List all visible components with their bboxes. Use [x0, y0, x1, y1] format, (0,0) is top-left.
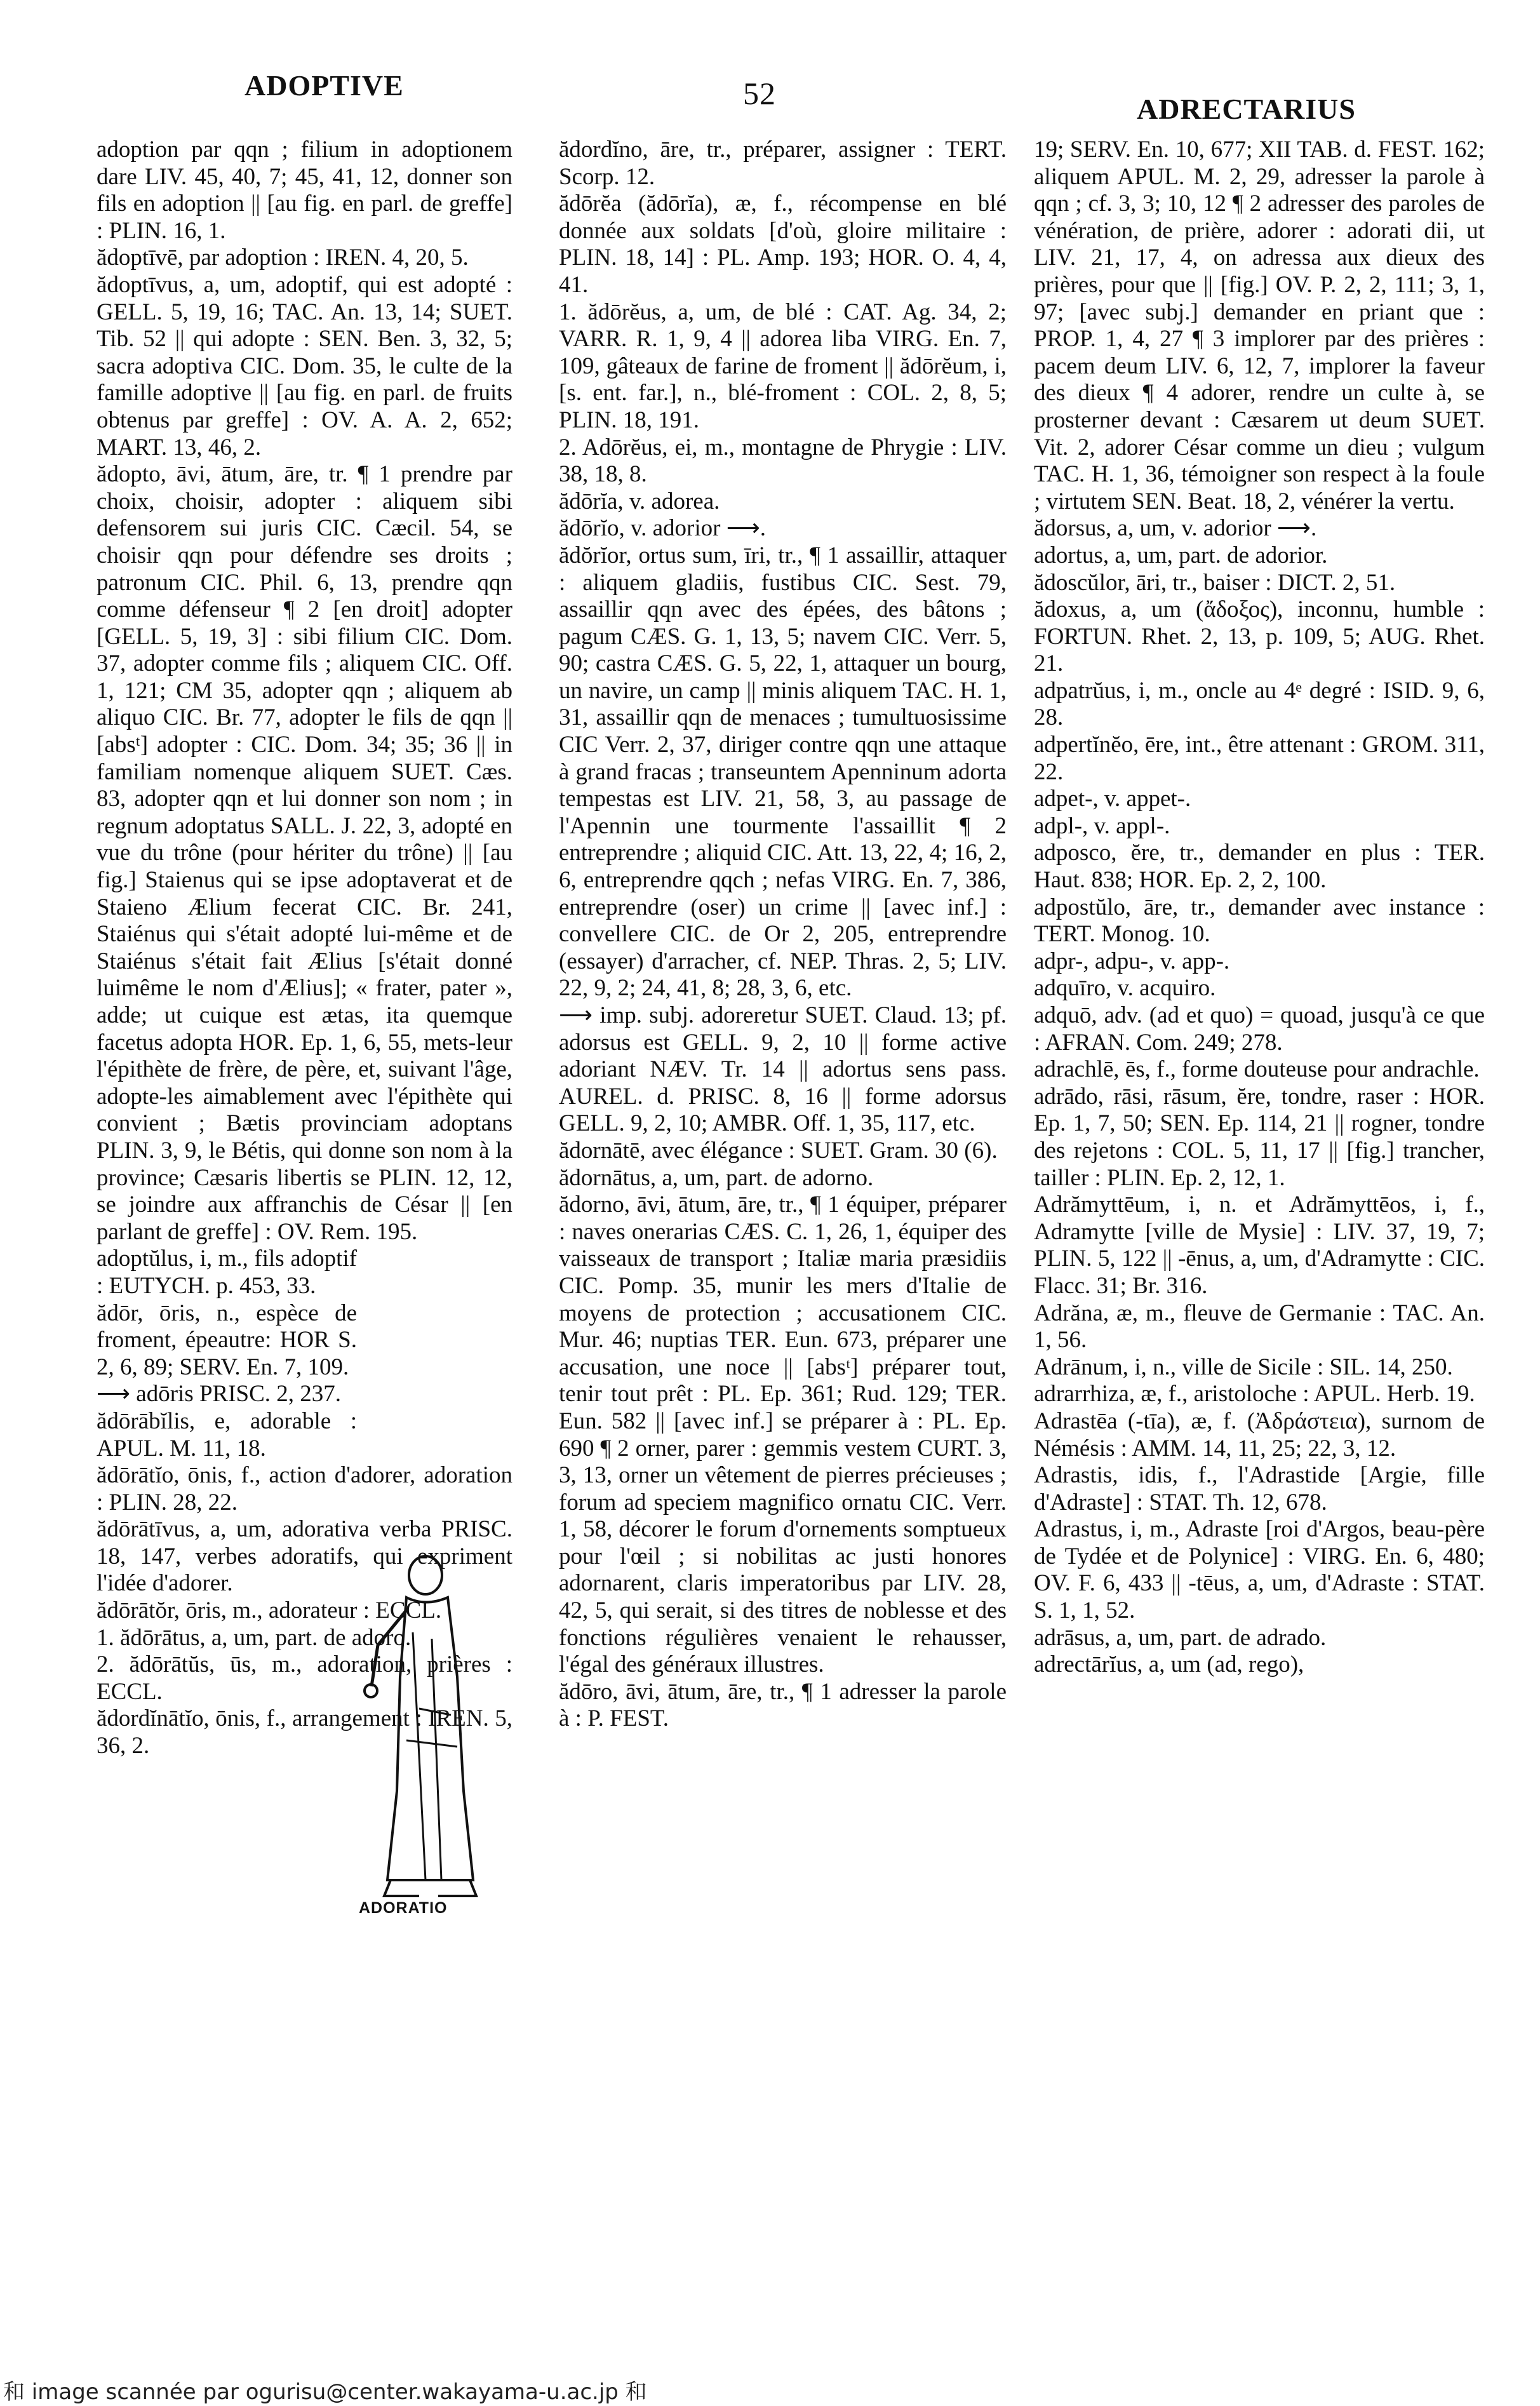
column-2 [559, 137, 1013, 2322]
dictionary-entry: ădoscŭlor, āri, tr., baiser : DICT. 2, 51. [1034, 569, 1396, 596]
dictionary-entry: adrectārĭus, a, um (ad, rego), [1034, 1651, 1304, 1678]
dictionary-entry: adposco, ĕre, tr., demander en plus : TER. Haut. 838; HOR. Ep. 2, 2, 100. [1034, 840, 1491, 894]
running-head-right: ADRECTARIUS [1137, 93, 1356, 125]
dictionary-entry: Adrastus, i, m., Adraste [roi d'Argos, beau-père de Tydée et de Polynice] : VIRG. En. 6, 480; OV. F. 6, 433 || -tēus, a, um, d'Adraste : STAT. S. 1, 1, 52. [1034, 1516, 1491, 1624]
dictionary-entry: ădornātus, a, um, part. de adorno. [559, 1164, 874, 1191]
dictionary-entry: adrāsus, a, um, part. de adrado. [1034, 1624, 1327, 1651]
dictionary-entry: Adrastis, idis, f., l'Adrastide [Argie, fille d'Adraste] : STAT. Th. 12, 678. [1034, 1462, 1491, 1516]
dictionary-entry: Adrămyttēum, i, n. et Adrămyttēos, i, f., Adramytte [ville de Mysie] : LIV. 37, 19, 7; PLIN. 5, 122 || -ēnus, a, um, d'Adramytte : CIC. Flacc. 31; Br. 316. [1034, 1192, 1491, 1299]
page-number: 52 [743, 76, 776, 111]
dictionary-entry: ădōrĕa (ădōrĭa), æ, f., récompense en blé donnée aux soldats [d'où, gloire militaire : PLIN. 18, 14] : PL. Amp. 193; HOR. O. 4, 4, 41. [559, 191, 1013, 298]
dictionary-entry: adpr-, adpu-, v. app-. [1034, 948, 1230, 974]
illustration-caption: ADORATIO [359, 1899, 448, 1917]
dictionary-entry: ădornātē, avec élégance : SUET. Gram. 30 (6). [559, 1137, 998, 1164]
dictionary-entry: 19; SERV. En. 10, 677; XII TAB. d. FEST. 162; aliquem APUL. M. 2, 29, adresser la parole à qqn ; cf. 3, 3; 10, 12 ¶ 2 adresser des paroles de vénération, de prière, adorer : adorati dii, ut LIV. 21, 17, 4, on adressa aux dieux des prières, pour que || [fig.] OV. P. 2, 2, 111; 3, 1, 97; [avec subj.] demander en priant que : PROP. 1, 4, 27 ¶ 3 implorer par des prières : pacem deum LIV. 6, 12, 7, implorer la faveur des dieux ¶ 4 adorer, rendre un culte à, se prosterner devant : Cæsarem ut deum SUET. Vit. 2, adorer César comme un dieu ; vulgum TAC. H. 1, 36, témoigner son respect à la foule ; virtutem SEN. Beat. 18, 2, vénérer la vertu. [1034, 137, 1491, 514]
dictionary-entry: adoptŭlus, i, m., fils adoptif : EUTYCH. p. 453, 33. [97, 1246, 363, 1299]
dictionary-entry: ădordĭno, āre, tr., préparer, assigner : TERT. Scorp. 12. [559, 137, 1013, 190]
dictionary-entry: ădōrātĭo, ōnis, f., action d'adorer, adoration : PLIN. 28, 22. [97, 1462, 519, 1516]
adoratio-figure-icon [362, 1550, 495, 1937]
dictionary-entry: ădōro, āvi, ātum, āre, tr., ¶ 1 adresser la parole à : P. FEST. [559, 1678, 1013, 1732]
dictionary-entry: adoption par qqn ; filium in adoptionem dare LIV. 45, 40, 7; 45, 41, 12, donner son fils en adoption || [au fig. en parl. de greffe] : PLIN. 16, 1. [97, 137, 519, 244]
dictionary-entry: ădoptīvē, par adoption : IREN. 4, 20, 5. [97, 245, 469, 271]
dictionary-entry: adrādo, rāsi, rāsum, ĕre, tondre, raser : HOR. Ep. 1, 7, 50; SEN. Ep. 114, 21 || rogner, tondre des rejetons : COL. 5, 11, 17 || [fig.] trancher, tailler : PLIN. Ep. 2, 12, 1. [1034, 1083, 1491, 1191]
dictionary-entry: adquīro, v. acquiro. [1034, 975, 1216, 1002]
dictionary-entry: ⟶ imp. subj. adoreretur SUET. Claud. 13; pf. adorsus est GELL. 9, 2, 10 || forme active adoriant NÆV. Tr. 14 || adortus sens pass. AUREL. d. PRISC. 8, 16 || forme adorsus GELL. 9, 2, 10; AMBR. Off. 1, 35, 117, etc. [559, 1002, 1013, 1137]
scan-credit-footer: 和 image scannée par ogurisu@center.wakayama-u.ac.jp 和 [3, 2379, 647, 2405]
dictionary-entry: ădoxus, a, um (ἄδοξος), inconnu, humble : FORTUN. Rhet. 2, 13, p. 109, 5; AUG. Rhet. 21. [1034, 596, 1491, 677]
dictionary-entry: adortus, a, um, part. de adorior. [1034, 542, 1328, 568]
dictionary-entry: ădōrĭa, v. adorea. [559, 488, 720, 514]
column-1 [97, 137, 519, 2322]
dictionary-entry: 1. ădōrĕus, a, um, de blé : CAT. Ag. 34, 2; VARR. R. 1, 9, 4 || adorea liba VIRG. En. 7, 109, gâteaux de farine de froment || ădōrĕum, i, [s. ent. far.], n., blé-froment : COL. 2, 8, 5; PLIN. 18, 191. [559, 299, 1013, 433]
dictionary-entry: adpostŭlo, āre, tr., demander avec instance : TERT. Monog. 10. [1034, 894, 1490, 948]
dictionary-entry: ădōr, ōris, n., espèce de froment, épeautre: HOR S. 2, 6, 89; SERV. En. 7, 109. [97, 1300, 363, 1380]
dictionary-entry: 1. ădōrātus, a, um, part. de adoro. [97, 1624, 412, 1651]
running-head-left: ADOPTIVE [244, 69, 404, 102]
dictionary-entry: ⟶ adōris PRISC. 2, 237. [97, 1381, 342, 1408]
dictionary-entry: ădoptīvus, a, um, adoptif, qui est adopté : GELL. 5, 19, 16; TAC. An. 13, 14; SUET. Tib. 52 || qui adopte : SEN. Ben. 3, 32, 5; sacra adoptiva CIC. Dom. 35, le culte de la famille adoptive || [au fig. en parl. de fruits obtenus par greffe] : OV. A. A. 2, 652; MART. 13, 46, 2. [97, 271, 519, 460]
dictionary-entry: 2. ădōrātŭs, ūs, m., adoration, prières : ECCL. [97, 1651, 519, 1705]
dictionary-entry: Adrastēa (-tīa), æ, f. (Ἀδράστεια), surnom de Némésis : AMM. 14, 11, 25; 22, 3, 12. [1034, 1408, 1491, 1462]
dictionary-entry: adquō, adv. (ad et quo) = quoad, jusqu'à ce que : AFRAN. Com. 249; 278. [1034, 1002, 1491, 1056]
dictionary-entry: adrarrhiza, æ, f., aristoloche : APUL. Herb. 19. [1034, 1381, 1475, 1408]
dictionary-entry: adrachlē, ēs, f., forme douteuse pour andrachle. [1034, 1056, 1480, 1083]
dictionary-entry: ădōrābĭlis, e, adorable : APUL. M. 11, 18. [97, 1408, 362, 1462]
dictionary-entry: adpl-, v. appl-. [1034, 812, 1170, 839]
dictionary-entry: ădorno, āvi, ātum, āre, tr., ¶ 1 équiper, préparer : naves onerarias CÆS. C. 1, 26, 1, équiper des vaisseaux de transport ; Italiæ maria præsidiis CIC. Pomp. 35, munir les mers d'Italie de moyens de protection ; accusationem CIC. Mur. 46; nuptias TER. Eun. 673, préparer une accusation, une noce || [absᵗ] préparer tout, tenir tout prêt : PL. Ep. 361; Rud. 129; TER. Eun. 582 || [avec inf.] se préparer à : PL. Ep. 690 ¶ 2 orner, parer : gemmis vestem CURT. 3, 3, 13, orner un vêtement de pierres précieuses ; forum ad speciem magnifico ornatu CIC. Verr. 1, 58, décorer le forum d'ornements somptueux pour l'œil ; si nobilitas ac justi honores adornarent, claris imperatoribus par LIV. 28, 42, 5, qui serait, si des titres de noblesse et des fonctions régulières venaient le rehausser, l'égal des généraux illustres. [559, 1192, 1013, 1678]
dictionary-entry: ădōrātŏr, ōris, m., adorateur : ECCL. [97, 1597, 442, 1624]
column-3 [1034, 137, 1491, 2322]
dictionary-entry: ădōrĭo, v. adorior ⟶. [559, 515, 767, 542]
dictionary-entry: 2. Adōrĕus, ei, m., montagne de Phrygie : LIV. 38, 18, 8. [559, 434, 1013, 488]
dictionary-entry: adpet-, v. appet-. [1034, 786, 1191, 812]
dictionary-entry: adpertĭnĕo, ēre, int., être attenant : GROM. 311, 22. [1034, 732, 1491, 785]
dictionary-entry: Adrăna, æ, m., fleuve de Germanie : TAC. An. 1, 56. [1034, 1300, 1491, 1354]
dictionary-entry: ădopto, āvi, ātum, āre, tr. ¶ 1 prendre par choix, choisir, adopter : aliquem sibi defensorem sui juris CIC. Cæcil. 54, se choisir qqn pour défendre ses droits ; patronum CIC. Phil. 6, 13, prendre qqn comme défenseur ¶ 2 [en droit] adopter [GELL. 5, 19, 3] : sibi filium CIC. Dom. 37, adopter comme fils ; aliquem CIC. Off. 1, 121; CM 35, adopter qqn ; aliquem ab aliquo CIC. Br. 77, adopter le fils de qqn || [absᵗ] adopter : CIC. Dom. 34; 35; 36 || in familiam nomenque aliquem SUET. Cæs. 83, adopter qqn et lui donner son nom ; in regnum adoptatus SALL. J. 22, 3, adopté en vue du trône (pour hériter du trône) || [au fig.] Staienus qui se ipse adoptaverat et de Staieno Ælium fecerat CIC. Br. 241, Staiénus qui s'était adopté lui-même et de Staiénus s'était fait Ælius [s'était donné luimême le nom d'Ælius]; « frater, pater », adde; ut cuique est ætas, ita quemque facetus adopta HOR. Ep. 1, 6, 55, mets-leur l'épithète de frère, de père, et, suivant l'âge, adopte-les aimablement avec l'épithète qui convient ; Bætis provinciam adoptans PLIN. 3, 9, le Bétis, qui donne son nom à la province; Cæsaris libertis se PLIN. 12, 12, se joindre aux affranchis de César || [en parlant de greffe] : OV. Rem. 195. [97, 461, 519, 1245]
dictionary-entry: ădŏrĭor, ortus sum, īri, tr., ¶ 1 assaillir, attaquer : aliquem gladiis, fustibus CIC. Sest. 79, assaillir qqn avec des épées, des bâtons ; pagum CÆS. G. 1, 13, 5; navem CIC. Verr. 5, 90; castra CÆS. G. 5, 22, 1, attaquer un bourg, un navire, un camp || minis aliquem TAC. H. 1, 31, assaillir qqn de menaces ; tumultuosissime CIC Verr. 2, 37, diriger contre qqn une attaque à grand fracas ; transeuntem Apenninum adorta tempestas est LIV. 21, 58, 3, au passage de l'Apennin une tourmente l'assaillit ¶ 2 entreprendre ; aliquid CIC. Att. 13, 22, 4; 16, 2, 6, entreprendre qqch ; nefas VIRG. En. 7, 386, entreprendre (oser) un crime || [avec inf.] : convellere CIC. de Or 2, 205, entreprendre (essayer) d'arracher, cf. NEP. Thras. 2, 5; LIV. 22, 9, 2; 24, 41, 8; 28, 3, 6, etc. [559, 542, 1013, 1002]
dictionary-entry: ădordĭnātĭo, ōnis, f., arrangement : IREN. 5, 36, 2. [97, 1705, 519, 1759]
dictionary-entry: ădorsus, a, um, v. adorior ⟶. [1034, 515, 1317, 542]
dictionary-entry: Adrānum, i, n., ville de Sicile : SIL. 14, 250. [1034, 1354, 1453, 1380]
dictionary-entry: ădōrātīvus, a, um, adorativa verba PRISC. 18, 147, verbes adoratifs, qui expriment l'idée d'adorer. [97, 1516, 519, 1597]
dictionary-entry: adpatrŭus, i, m., oncle au 4ᵉ degré : ISID. 9, 6, 28. [1034, 677, 1491, 731]
